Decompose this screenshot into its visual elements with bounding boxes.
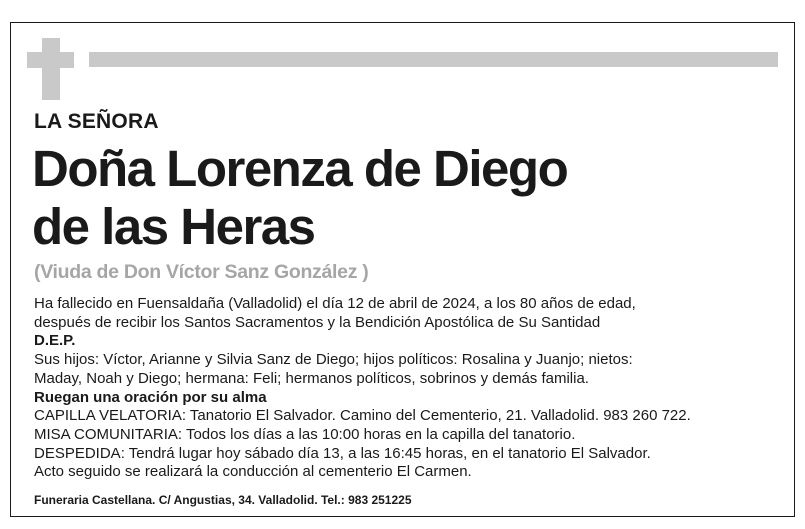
cross-icon [42, 38, 60, 100]
family-line-1: Sus hijos: Víctor, Arianne y Silvia Sanz de Diego; hijos políticos: Rosalina y Juanjo; nietos: [34, 351, 633, 369]
header-rule [89, 52, 778, 67]
mass-info: MISA COMUNITARIA: Todos los días a las 10:00 horas en la capilla del tanatorio. [34, 425, 576, 443]
deceased-name-line-2: de las Heras [32, 198, 315, 255]
prayer-request: Ruegan una oración por su alma [34, 388, 267, 406]
cross-icon-arm [27, 52, 74, 68]
obituary-body [34, 295, 691, 482]
rip-label: D.E.P. [34, 332, 76, 350]
funeral-home-footer: Funeraria Castellana. C/ Angustias, 34. Valladolid. Tel.: 983 251225 [34, 493, 412, 507]
widow-of: (Viuda de Don Víctor Sanz González ) [34, 261, 369, 283]
deceased-name [32, 140, 567, 256]
farewell-info: DESPEDIDA: Tendrá lugar hoy sábado día 13, a las 16:45 horas, en el tanatorio El Salvador. [34, 444, 651, 462]
deceased-name-line-1: Doña Lorenza de Diego [32, 140, 568, 197]
family-line-2: Maday, Noah y Diego; hermana: Feli; hermanos políticos, sobrinos y demás familia. [34, 369, 589, 387]
death-notice-line-1: Ha fallecido en Fuensaldaña (Valladolid) el día 12 de abril de 2024, a los 80 años de edad, [34, 295, 636, 312]
death-notice-line-2: después de recibir los Santos Sacramentos y la Bendición Apostólica de Su Santidad [34, 313, 601, 331]
burial-info: Acto seguido se realizará la conducción al cementerio El Carmen. [34, 463, 472, 481]
chapel-info: CAPILLA VELATORIA: Tanatorio El Salvador. Camino del Cementerio, 21. Valladolid. 983 260 722. [34, 407, 691, 425]
intro-label: LA SEÑORA [34, 110, 159, 133]
